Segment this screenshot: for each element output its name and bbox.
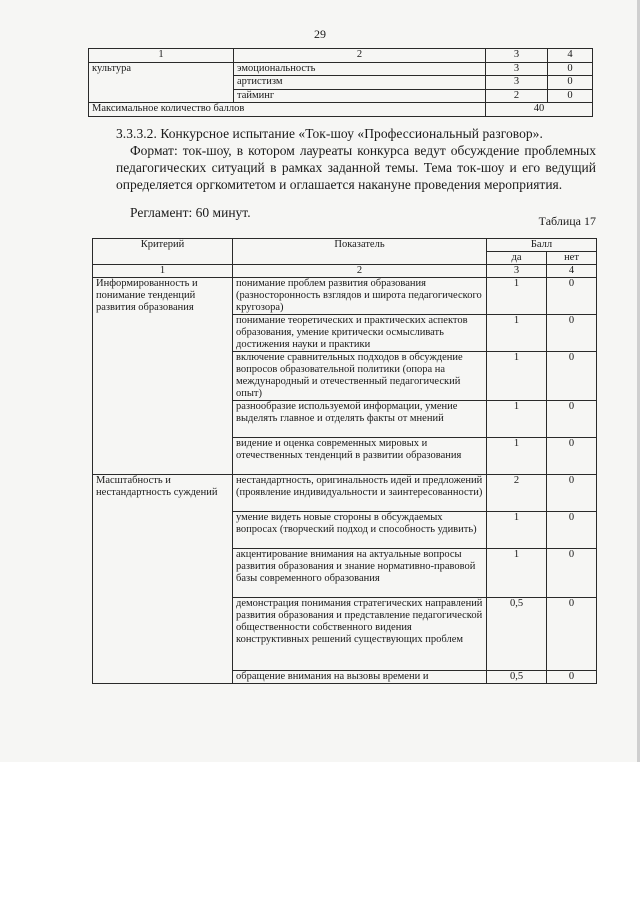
yes-score-cell: 1	[487, 548, 547, 597]
yes-score-cell: 0,5	[487, 670, 547, 683]
criterion-cell: культура	[89, 62, 234, 103]
column-number-row	[93, 264, 597, 277]
indicator-cell: разнообразие используемой информации, умение выделять главное и отделять факты от мнений	[233, 400, 487, 437]
page-number: 29	[314, 27, 326, 41]
no-score-cell: 0	[547, 474, 597, 511]
indicator-cell: понимание проблем развития образования (разносторонность взглядов и широта педагогического кругозора)	[233, 277, 487, 314]
no-header: нет	[547, 251, 597, 264]
column-number: 2	[233, 264, 487, 277]
header-cell: 1	[89, 49, 234, 63]
yes-header: да	[487, 251, 547, 264]
criterion-cell: Информированность и понимание тенденций развития образования	[93, 277, 233, 474]
table-header-row	[93, 239, 597, 252]
indicator-cell: тайминг	[234, 89, 486, 103]
score-header: Балл	[487, 239, 597, 252]
scoring-table-continued	[88, 48, 593, 117]
regulation-text: Регламент: 60 минут.	[130, 205, 251, 220]
yes-score-cell: 1	[487, 277, 547, 314]
table-row	[89, 62, 593, 76]
table-row	[93, 474, 597, 511]
column-number: 4	[547, 264, 597, 277]
no-score-cell: 0	[547, 400, 597, 437]
yes-score-cell: 1	[487, 351, 547, 400]
criterion-cell: Масштабность и нестандартность суждений	[93, 474, 233, 683]
header-cell: 4	[548, 49, 593, 63]
yes-score-cell: 1	[487, 437, 547, 474]
indicator-cell: понимание теоретических и практических аспектов образования, умение критически осмысливать достижения науки и практики	[233, 314, 487, 351]
yes-score-cell: 2	[487, 474, 547, 511]
no-score-cell: 0	[547, 277, 597, 314]
max-score-row	[89, 103, 593, 117]
max-score-value: 40	[486, 103, 593, 117]
indicator-cell: обращение внимания на вызовы времени и	[233, 670, 487, 683]
yes-score-cell: 1	[487, 400, 547, 437]
header-cell: 3	[486, 49, 548, 63]
max-score-label: Максимальное количество баллов	[89, 103, 486, 117]
column-number: 1	[93, 264, 233, 277]
no-score-cell: 0	[547, 670, 597, 683]
no-score-cell: 0	[547, 511, 597, 548]
indicator-cell: эмоциональность	[234, 62, 486, 76]
scoring-table-17	[92, 238, 597, 684]
no-score-cell: 0	[547, 314, 597, 351]
column-number: 3	[487, 264, 547, 277]
yes-score-cell: 1	[487, 511, 547, 548]
no-score-cell: 0	[548, 76, 593, 90]
no-score-cell: 0	[547, 351, 597, 400]
yes-score-cell: 3	[486, 76, 548, 90]
section-title: 3.3.3.2. Конкурсное испытание «Ток-шоу «Профессиональный разговор».	[116, 126, 543, 141]
indicator-cell: умение видеть новые стороны в обсуждаемых вопросах (творческий подход и способность удивить)	[233, 511, 487, 548]
yes-score-cell: 1	[487, 314, 547, 351]
indicator-header: Показатель	[233, 239, 487, 265]
indicator-cell: демонстрация понимания стратегических направлений развития образования и представление педагогической общественности собственного видения конструктивных решений существующих проблем	[233, 597, 487, 670]
no-score-cell: 0	[547, 597, 597, 670]
no-score-cell: 0	[547, 437, 597, 474]
yes-score-cell: 3	[486, 62, 548, 76]
header-cell: 2	[234, 49, 486, 63]
table-caption: Таблица 17	[538, 214, 596, 228]
table-row	[93, 277, 597, 314]
indicator-cell: включение сравнительных подходов в обсуждение вопросов образовательной политики (опора на международный и отечественный педагогический опыт)	[233, 351, 487, 400]
indicator-cell: акцентирование внимания на актуальные вопросы развития образования и знание нормативно-правовой базы современного образования	[233, 548, 487, 597]
indicator-cell: видение и оценка современных мировых и отечественных тенденций в развитии образования	[233, 437, 487, 474]
table-header-row	[89, 49, 593, 63]
criterion-header: Критерий	[93, 239, 233, 265]
indicator-cell: нестандартность, оригинальность идей и предложений (проявление индивидуальности и заинтересованности)	[233, 474, 487, 511]
no-score-cell: 0	[547, 548, 597, 597]
yes-score-cell: 0,5	[487, 597, 547, 670]
indicator-cell: артистизм	[234, 76, 486, 90]
format-paragraph: Формат: ток-шоу, в котором лауреаты конкурса ведут обсуждение проблемных педагогических ситуаций в рамках заданной темы. Тема ток-шоу и его ведущий определяется оргкомитетом и оглашается накануне проведения мероприятия.	[116, 143, 596, 192]
no-score-cell: 0	[548, 62, 593, 76]
yes-score-cell: 2	[486, 89, 548, 103]
no-score-cell: 0	[548, 89, 593, 103]
